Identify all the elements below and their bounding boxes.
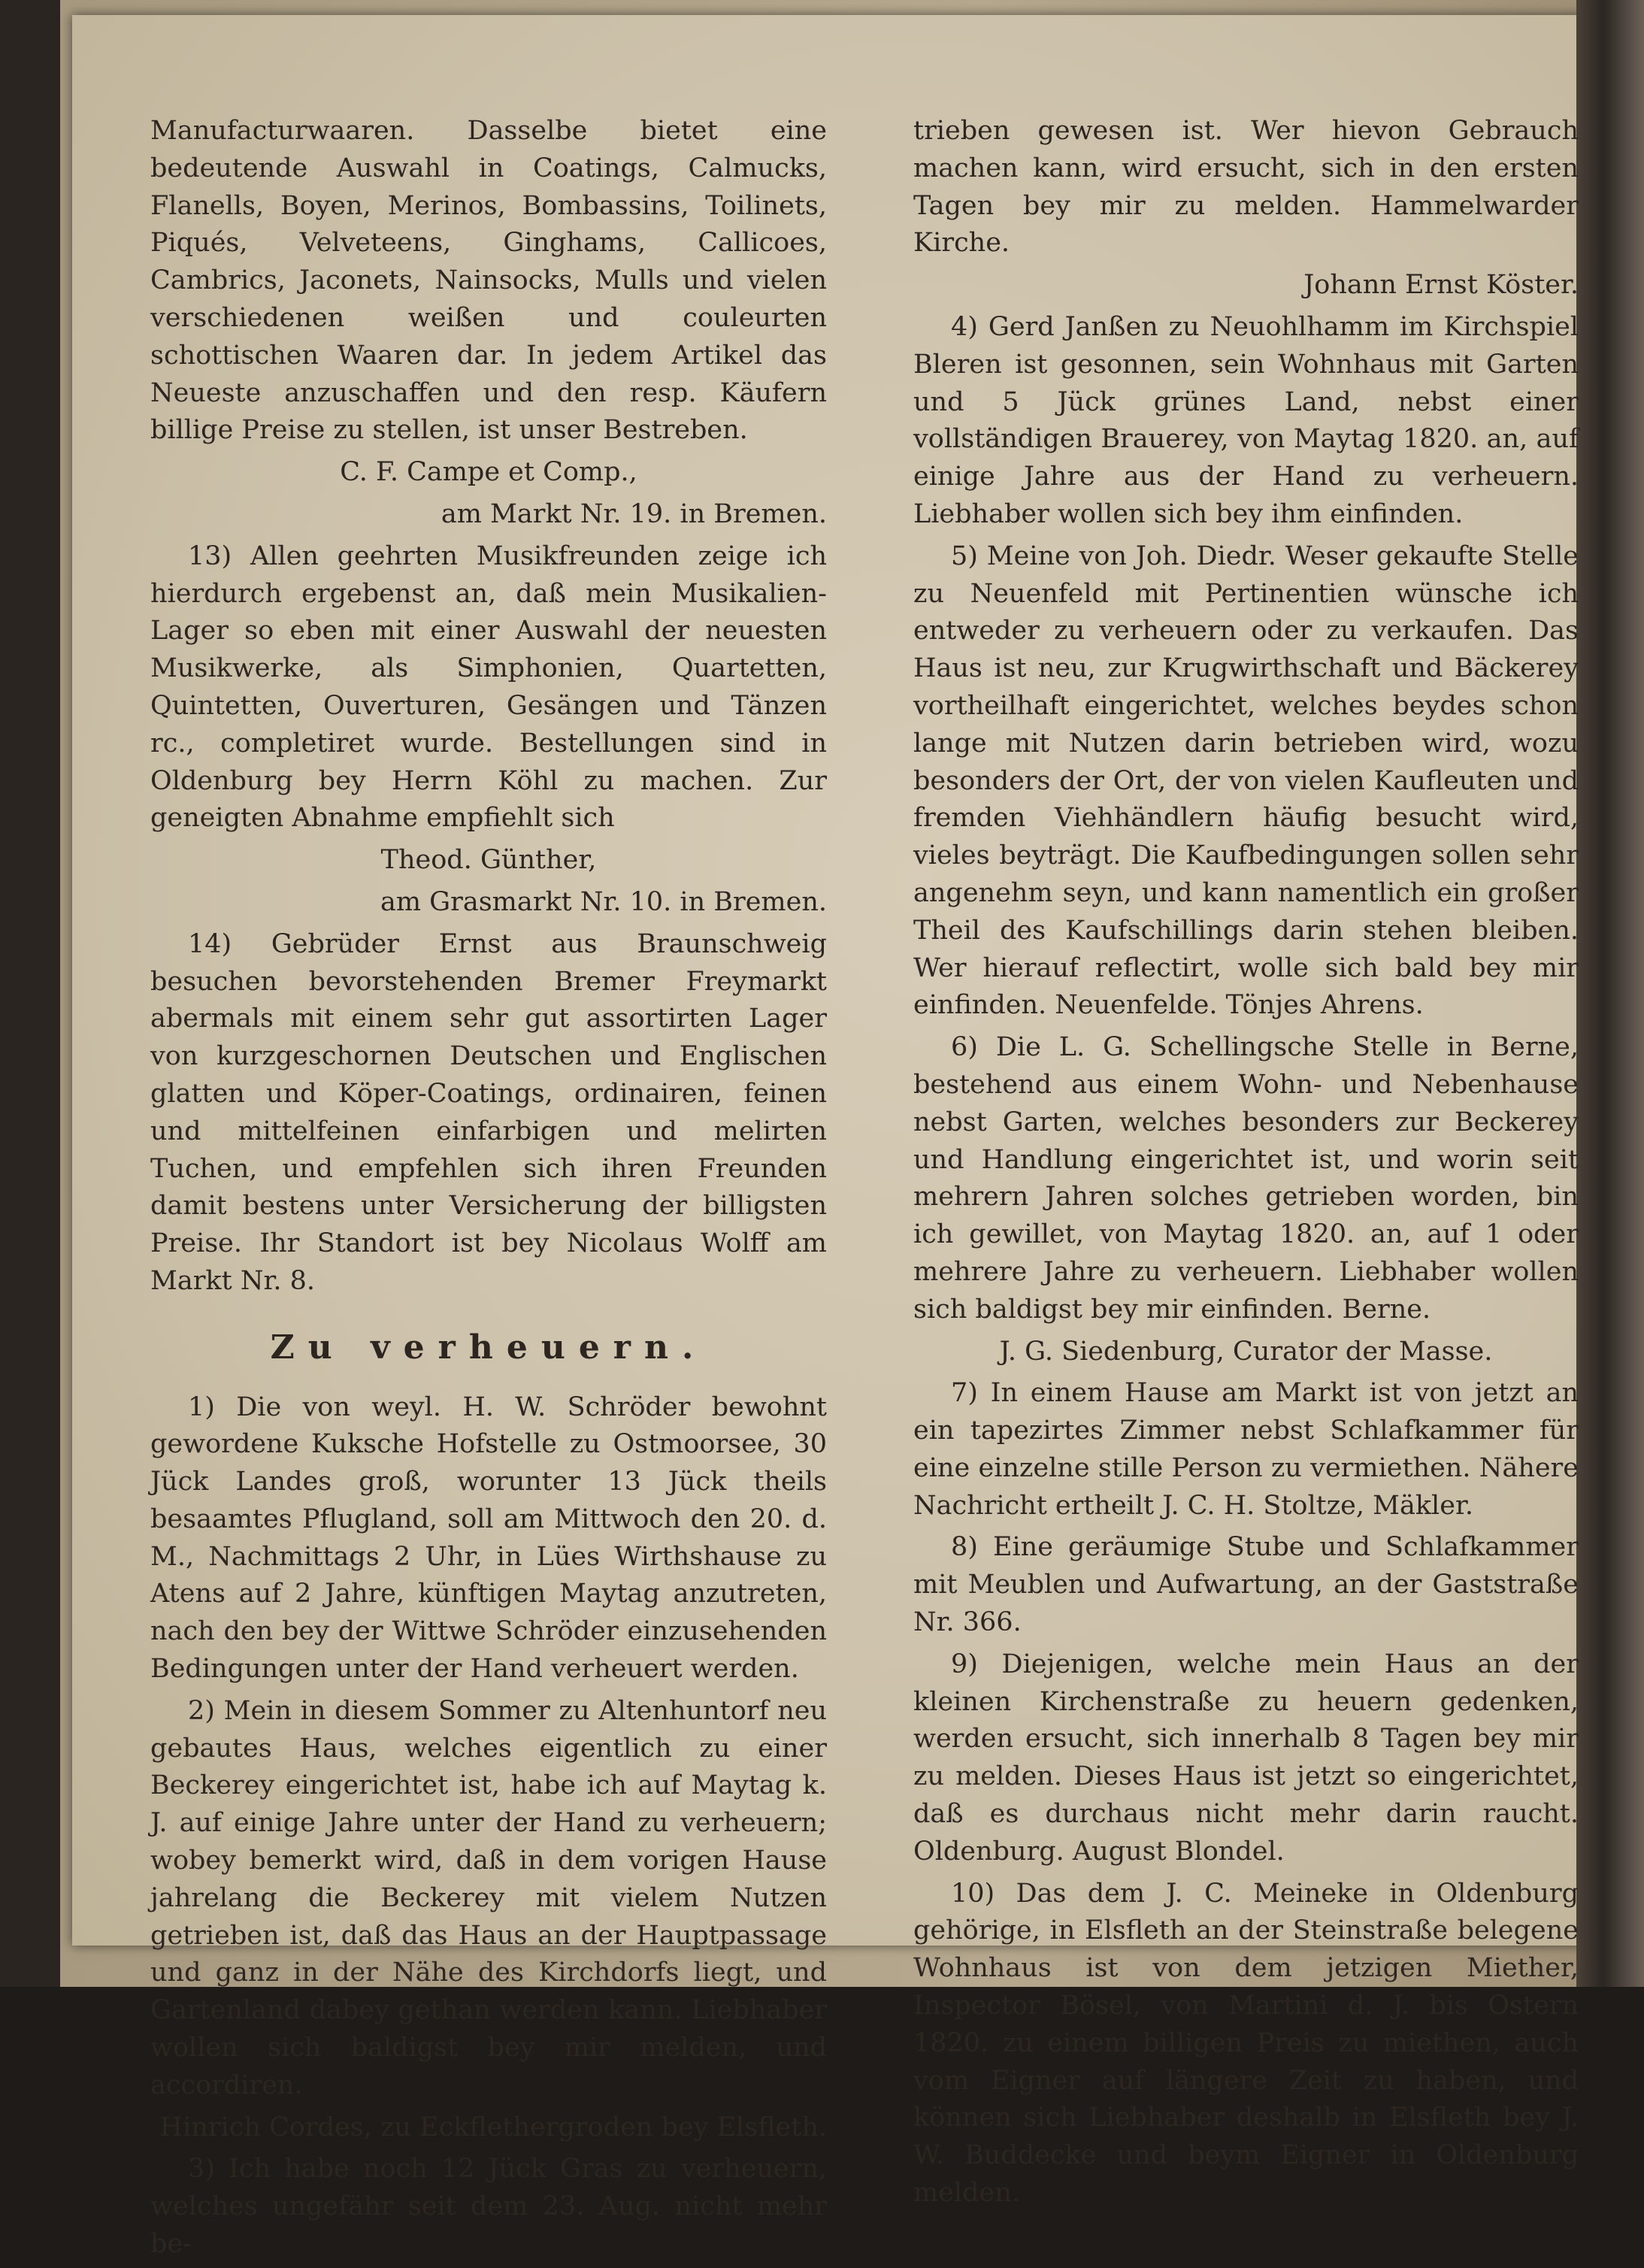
signature-siedenburg: J. G. Siedenburg, Curator der Masse.	[999, 1336, 1493, 1367]
rental-item-3: 3) Ich habe noch 12 Jück Gras zu verheuern, welches ungefähr seit dem 23. Aug. nicht mehr be-	[150, 2154, 827, 2260]
rental-item-2: 2) Mein in diesem Sommer zu Altenhuntorf neu gebautes Haus, welches eigentlich zu einer Beckerey eingerichtet ist, habe ich auf Maytag k. J. auf einige Jahre unter der Hand zu verheuern; wobey bemerkt wird, daß in dem vorigen Hause jahrelang die Beckerey mit vielem Nutzen getrieben ist, daß das Haus an der Hauptpassage und ganz in der Nähe des Kirchdorfs liegt, und Gartenland dabey gethan werden kann. Liebhaber wollen sich baldigst bey mir melden, und accordiren.	[150, 1695, 827, 2100]
left-column	[150, 113, 827, 2268]
rental-item-5: 5) Meine von Joh. Diedr. Weser gekaufte Stelle zu Neuenfeld mit Pertinentien wünsche ich entweder zu verheuern oder zu verkaufen. Das Haus ist neu, zur Krugwirthschaft und Bäckerey vortheilhaft eingerichtet, welches beydes schon lange mit Nutzen darin betrieben wird, wozu besonders der Ort, der von vielen Kaufleuten und fremden Viehhändlern häufig besucht wird, vieles beyträgt. Die Kaufbedingungen sollen sehr angenehm seyn, und kann namentlich ein großer Theil des Kaufschillings darin stehen bleiben. Wer hierauf reflectirt, wolle sich bald bey mir einfinden. Neuenfelde. Tönjes Ahrens.	[913, 541, 1579, 1021]
section-heading: Zu verheuern.	[270, 1328, 707, 1367]
right-column	[913, 113, 1579, 2217]
rental-item-7: 7) In einem Hause am Markt ist von jetzt an ein tapezirtes Zimmer nebst Schlafkammer für eine einzelne stille Person zu vermiethen. Nähere Nachricht ertheilt J. C. H. Stoltze, Mäkler.	[913, 1378, 1579, 1521]
signature-campe-address: am Markt Nr. 19. in Bremen.	[441, 498, 827, 529]
rental-item-10: 10) Das dem J. C. Meineke in Oldenburg gehörige, in Elsfleth an der Steinstraße belegene Wohnhaus ist von dem jetzigen Miether, Inspector Bösel, von Martini d. J. bis Ostern 1820. zu einem billigen Preis zu miethen, auch vom Eigner auf längere Zeit zu haben, und können sich Liebhaber deshalb in Elsfleth bey J. W. Buddecke und beym Eigner in Oldenburg melden.	[913, 1878, 1579, 2209]
signature-guenther-address: am Grasmarkt Nr. 10. in Bremen.	[380, 886, 827, 917]
rental-item-4: 4) Gerd Janßen zu Neuohlhamm im Kirchspiel Bleren ist gesonnen, sein Wohnhaus mit Garten und 5 Jück grünes Land, nebst einer vollständigen Brauerey, von Maytag 1820. an, auf einige Jahre aus der Hand zu verheuern. Liebhaber wollen sich bey ihm einfinden.	[913, 311, 1579, 529]
rental-item-1: 1) Die von weyl. H. W. Schröder bewohnt gewordene Kuksche Hofstelle zu Ostmoorsee, 30 Jück Landes groß, worunter 13 Jück theils besaamtes Pflugland, soll am Mittwoch den 20. d. M., Nachmittags 2 Uhr, in Lües Wirthshause zu Atens auf 2 Jahre, künftigen Maytag anzutreten, nach den bey der Wittwe Schröder einzusehenden Bedingungen unter der Hand verheuert werden.	[150, 1391, 827, 1685]
signature-koester: Johann Ernst Köster.	[1303, 270, 1579, 301]
paragraph-12-continuation: Manufacturwaaren. Dasselbe bietet eine bedeutende Auswahl in Coatings, Calmucks, Flanells, Boyen, Merinos, Bombassins, Toilinets, Piqués, Velveteens, Ginghams, Callicoes, Cambrics, Jaconets, Nainsocks, Mulls und vielen verschiedenen weißen und couleurten schottischen Waaren dar. In jedem Artikel das Neueste anzuschaffen und den resp. Käufern billige Preise zu stellen, ist unser Bestreben.	[150, 116, 827, 446]
rental-item-3-continuation: trieben gewesen ist. Wer hievon Gebrauch machen kann, wird ersucht, sich in den ersten Tagen bey mir zu melden. Hammelwarder Kirche.	[913, 116, 1579, 259]
signature-campe: C. F. Campe et Comp.,	[340, 457, 637, 488]
rental-item-8: 8) Eine geräumige Stube und Schlafkammer mit Meublen und Aufwartung, an der Gaststraße Nr. 366.	[913, 1532, 1579, 1638]
signature-cordes: Hinrich Cordes, zu Eckflethergroden bey Elsfleth.	[159, 2112, 827, 2142]
paragraph-13: 13) Allen geehrten Musikfreunden zeige ich hierdurch ergebenst an, daß mein Musikalien-Lager so eben mit einer Auswahl der neuesten Musikwerke, als Simphonien, Quartetten, Quintetten, Ouverturen, Gesängen und Tänzen rc., completiret wurde. Bestellungen sind in Oldenburg bey Herrn Köhl zu machen. Zur geneigten Abnahme empfiehlt sich	[150, 541, 827, 834]
rental-item-9: 9) Diejenigen, welche mein Haus an der kleinen Kirchenstraße zu heuern gedenken, werden ersucht, sich innerhalb 8 Tagen bey mir zu melden. Dieses Haus ist jetzt so eingerichtet, daß es durchaus nicht mehr darin raucht. Oldenburg. August Blondel.	[913, 1649, 1579, 1867]
book-spine	[1576, 0, 1644, 1987]
paragraph-14: 14) Gebrüder Ernst aus Braunschweig besuchen bevorstehenden Bremer Freymarkt abermals mit einem sehr gut assortirten Lager von kurzgeschornen Deutschen und Englischen glatten und Köper-Coatings, ordinairen, feinen und mittelfeinen einfarbigen und melirten Tuchen, und empfehlen sich ihren Freunden damit bestens unter Versicherung der billigsten Preise. Ihr Standort ist bey Nicolaus Wolff am Markt Nr. 8.	[150, 928, 827, 1296]
signature-guenther: Theod. Günther,	[380, 845, 597, 876]
rental-item-6: 6) Die L. G. Schellingsche Stelle in Berne, bestehend aus einem Wohn- und Nebenhause nebst Garten, welches besonders zur Beckerey und Handlung eingerichtet ist, und worin seit mehrern Jahren solches getrieben worden, bin ich gewillet, von Maytag 1820. an, auf 1 oder mehrere Jahre zu verheuern. Liebhaber wollen sich baldigst bey mir einfinden. Berne.	[913, 1032, 1579, 1325]
